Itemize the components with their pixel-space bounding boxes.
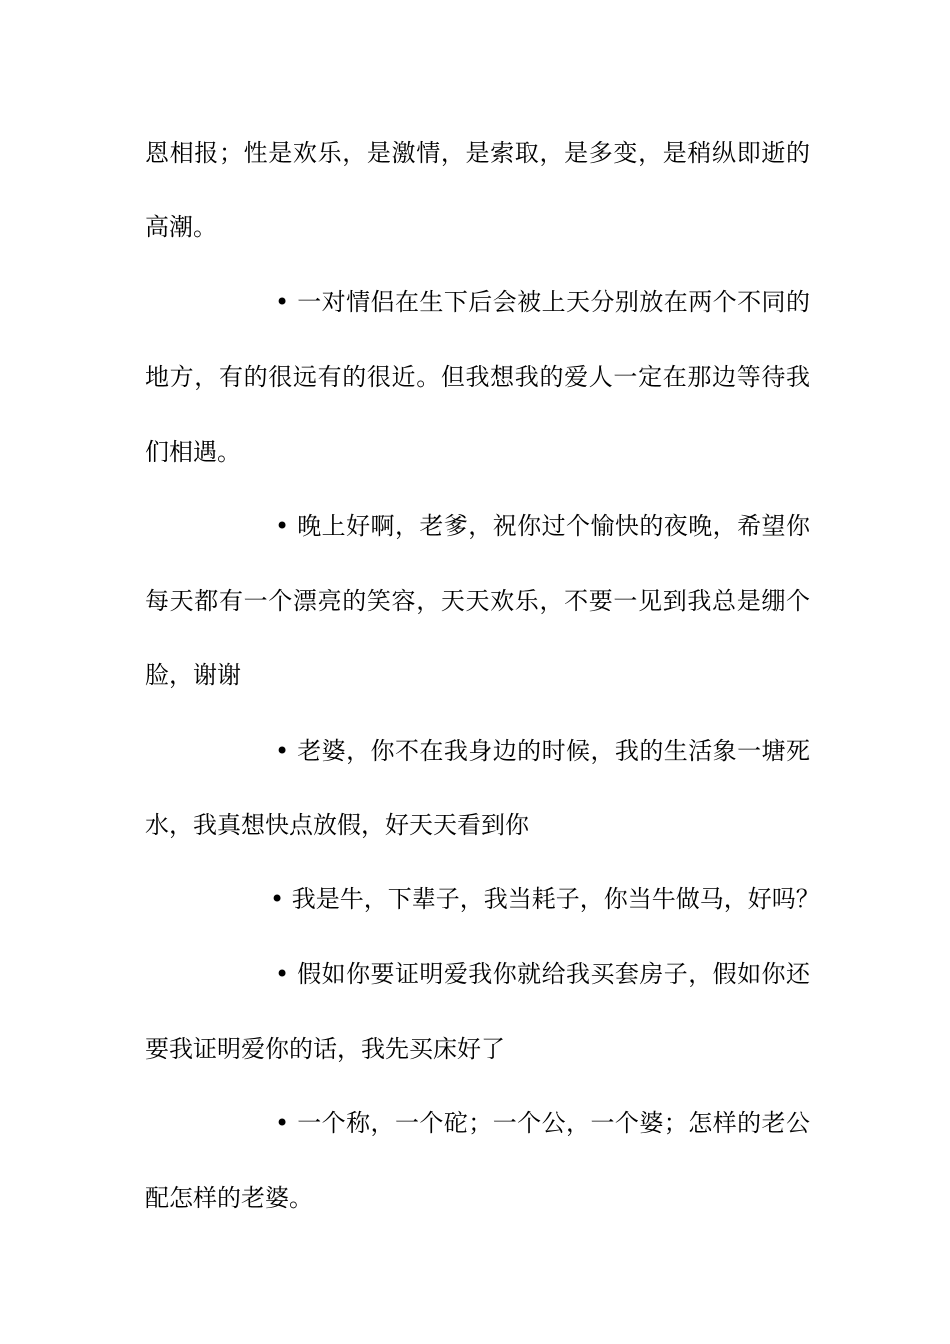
bullet-item: • 一个称，一个砣；一个公，一个婆；怎样的老公 <box>275 1109 810 1137</box>
text-line: 们相遇。 <box>145 438 241 466</box>
bullet-item: • 我是牛，下辈子，我当耗子，你当牛做马，好吗？ <box>270 885 820 913</box>
bullet-item: • 晚上好啊，老爹，祝你过个愉快的夜晚，希望你 <box>275 512 810 540</box>
text-line: 脸，谢谢 <box>145 661 241 689</box>
text-line: 水，我真想快点放假，好天天看到你 <box>145 811 529 839</box>
text-line: 配怎样的老婆。 <box>145 1184 313 1212</box>
bullet-item: • 老婆，你不在我身边的时候，我的生活象一塘死 <box>275 737 810 765</box>
bullet-item: • 假如你要证明爱我你就给我买套房子，假如你还 <box>275 960 810 988</box>
text-line: 要我证明爱你的话，我先买床好了 <box>145 1035 505 1063</box>
text-line: 每天都有一个漂亮的笑容，天天欢乐，不要一见到我总是绷个 <box>145 587 810 615</box>
text-line: 高潮。 <box>145 213 217 241</box>
text-line: 恩相报；性是欢乐，是激情，是索取，是多变，是稍纵即逝的 <box>145 139 810 167</box>
text-line: 地方，有的很远有的很近。但我想我的爱人一定在那边等待我 <box>145 363 810 391</box>
bullet-item: • 一对情侣在生下后会被上天分别放在两个不同的 <box>275 288 810 316</box>
